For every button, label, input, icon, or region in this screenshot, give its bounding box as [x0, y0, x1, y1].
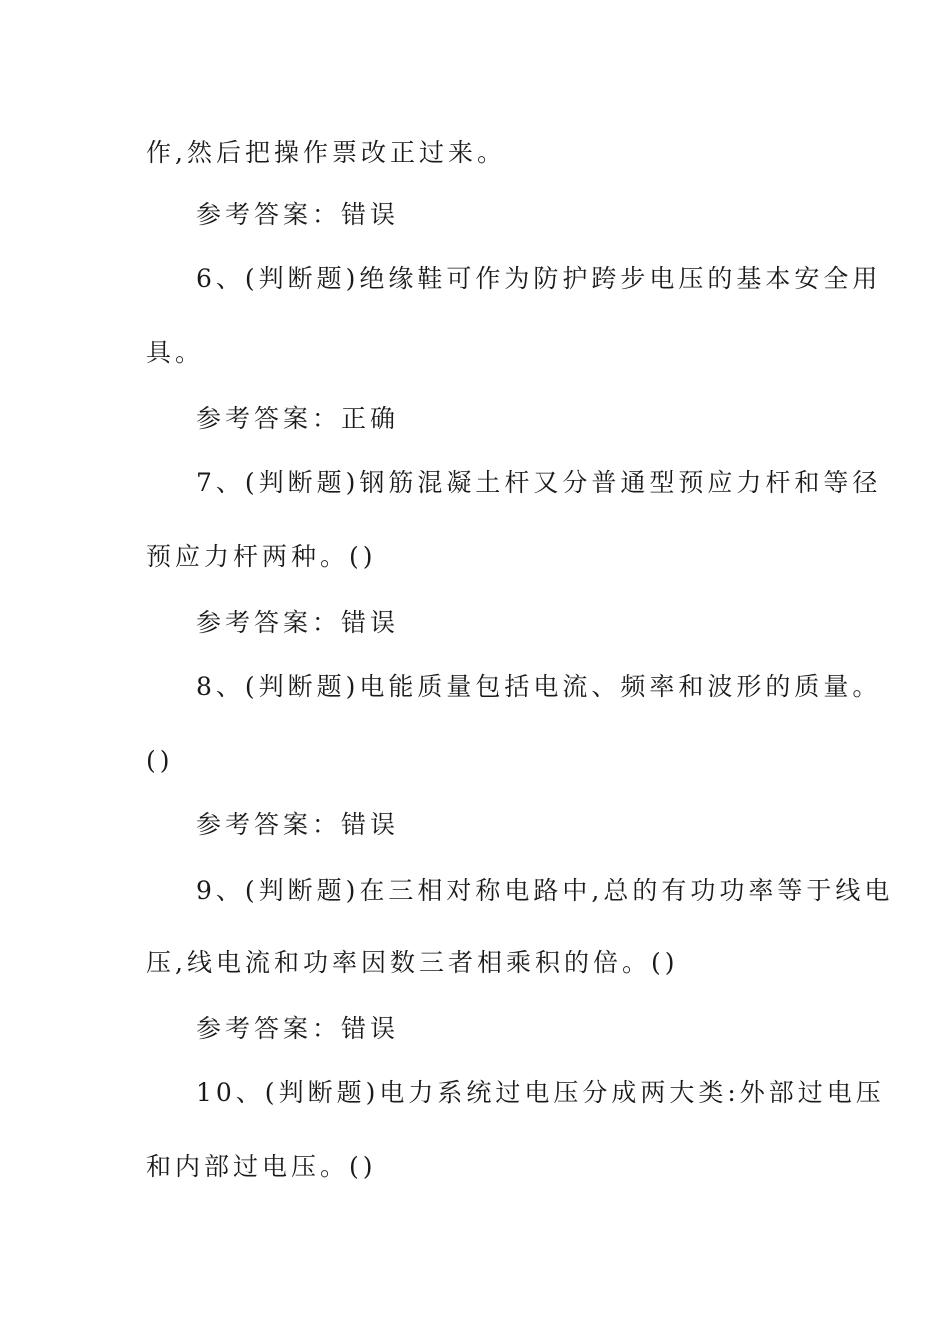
question-8: 8、(判断题)电能质量包括电流、频率和波形的质量。: [196, 672, 882, 701]
question-10-continuation: 和内部过电压。(): [146, 1152, 377, 1181]
question-9-continuation: 压,线电流和功率因数三者相乘积的倍。(): [146, 948, 679, 977]
question-7: 7、(判断题)钢筋混凝土杆又分普通型预应力杆和等径: [196, 468, 882, 497]
answer-9: 参考答案：错误: [196, 1014, 400, 1043]
answer-6: 参考答案：正确: [196, 404, 400, 433]
question-9: 9、(判断题)在三相对称电路中,总的有功功率等于线电: [196, 876, 894, 905]
question-10: 10、(判断题)电力系统过电压分成两大类:外部过电压: [196, 1078, 885, 1107]
question-6-continuation: 具。: [146, 338, 205, 367]
question-7-continuation: 预应力杆两种。(): [146, 542, 377, 571]
question-6: 6、(判断题)绝缘鞋可作为防护跨步电压的基本安全用: [196, 264, 882, 293]
question-5-continuation: 作,然后把操作票改正过来。: [146, 138, 506, 167]
answer-5: 参考答案：错误: [196, 200, 400, 229]
answer-8: 参考答案：错误: [196, 810, 400, 839]
question-8-continuation: (): [146, 746, 174, 775]
answer-7: 参考答案：错误: [196, 608, 400, 637]
